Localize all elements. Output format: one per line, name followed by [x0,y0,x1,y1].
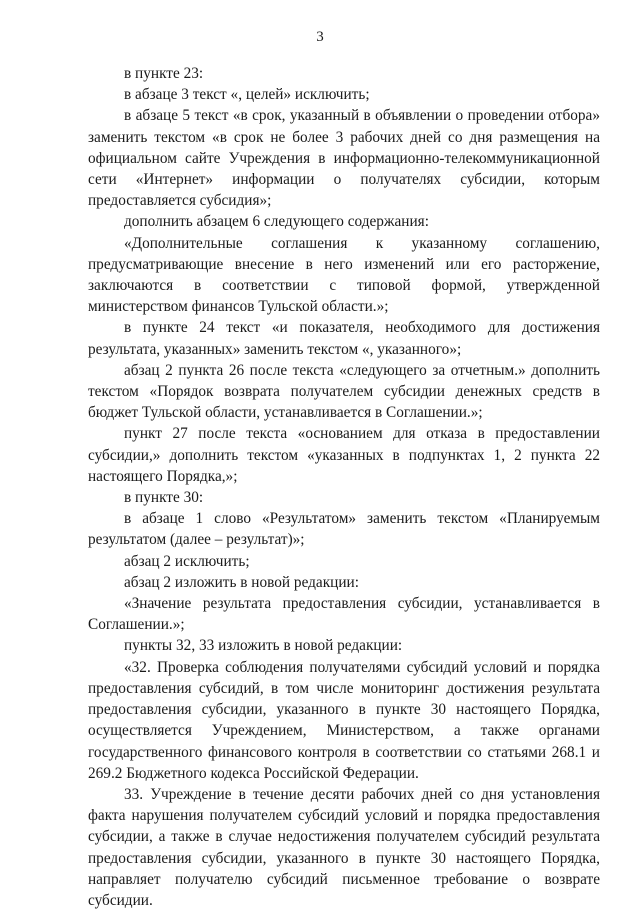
paragraph: «32. Проверка соблюдения получателями субсидий условий и порядка предоставления субсидий, в том числе мониторинг достижения результата предоставления субсидии, указанного в пункте 30 настоящего Порядка, осуществляется Учреждением, Министерством, а также органами государственного финансового контроля в соответствии со статьями 268.1 и 269.2 Бюджетного кодекса Российской Федерации. [88,658,600,782]
paragraph: пункт 27 после текста «основанием для отказа в предоставлении субсидии,» дополнить текстом «указанных в подпунктах 1, 2 пункта 22 настоящего Порядка,»; [88,425,600,485]
paragraph: пункты 32, 33 изложить в новой редакции: [124,637,403,655]
paragraph: абзац 2 изложить в новой редакции: [124,573,359,591]
paragraph: «Дополнительные соглашения к указанному соглашению, предусматривающие внесение в него изменений или его расторжение, заключаются в соответствии с типовой формой, утвержденной министерством финансов Тульской области.»; [88,234,600,316]
paragraph: в пункте 24 текст «и показателя, необходимого для достижения результата, указанных» заменить текстом «, указанного»; [88,319,600,358]
paragraph: в пункте 30: [124,489,204,507]
document-body [88,63,600,911]
page-number: 3 [316,29,324,45]
paragraph: «Значение результата предоставления субсидии, устанавливается в Соглашении.»; [88,595,600,634]
paragraph: абзац 2 пункта 26 после текста «следующего за отчетным.» дополнить текстом «Порядок возврата получателем субсидии денежных средств в бюджет Тульской области, устанавливается в Соглашении.»; [88,361,600,422]
paragraph: дополнить абзацем 6 следующего содержания: [124,213,429,231]
paragraph: в абзаце 3 текст «, целей» исключить; [124,86,370,104]
paragraph: 33. Учреждение в течение десяти рабочих дней со дня установления факта нарушения получателем субсидий условий и порядка предоставления субсидии, а также в случае недостижения получателем субсидий результата предоставления субсидии, указанного в пункте 30 настоящего Порядка, направляет получателю субсидий письменное требование о возврате субсидии. [88,785,600,909]
paragraph: в пункте 23: [124,65,204,82]
paragraph: в абзаце 1 слово «Результатом» заменить текстом «Планируемым результатом (далее – результат)»; [88,510,600,549]
paragraph: абзац 2 исключить; [124,552,250,570]
paragraph: в абзаце 5 текст «в срок, указанный в объявлении о проведении отбора» заменить текстом «в срок не более 3 рабочих дней со дня размещения на официальном сайте Учреждения в информационно-телекоммуникационной сети «Интернет» информации о получателях субсидии, которым предоставляется субсидия»; [88,107,600,210]
